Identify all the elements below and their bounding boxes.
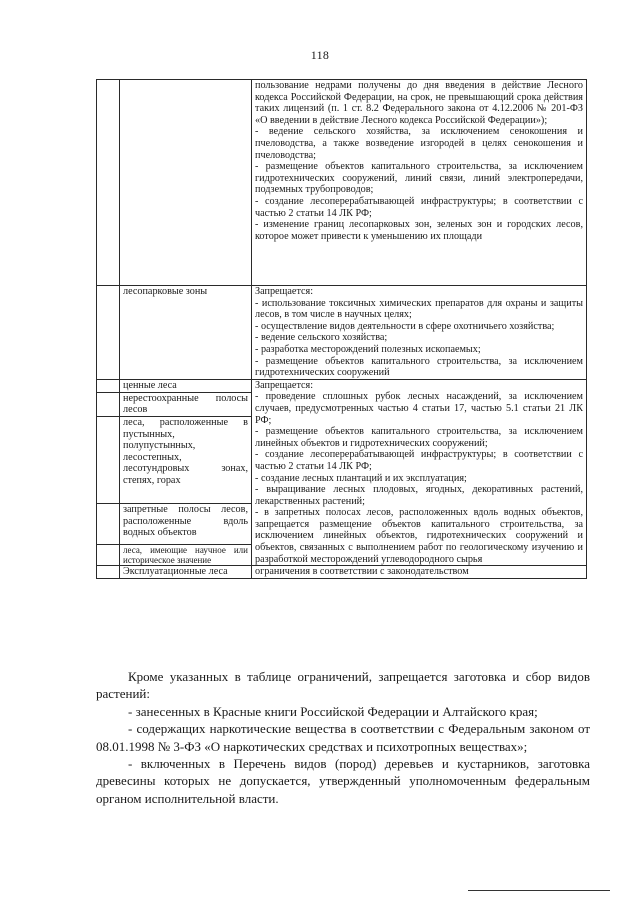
paragraph: - содержащих наркотические вещества в соответствии с Федеральным законом от 08.01.1998 № 3-ФЗ «О наркотических средствах и психотропных веществах»; [96, 721, 590, 754]
footer-rule [468, 890, 610, 891]
body-text [96, 668, 590, 807]
table-cell-zone: лесопарковые зоны [120, 286, 252, 380]
table-cell-subzone: леса, расположенные в пустынных, полупустынных, лесостепных, лесотундровых зонах, степях, горах [120, 416, 252, 503]
table-row [97, 286, 587, 380]
table-cell-empty [97, 392, 120, 416]
table-cell-subzone: леса, имеющие научное или историческое значение [120, 544, 252, 565]
page-number: 118 [310, 48, 330, 62]
table-cell-empty [97, 503, 120, 544]
table-cell-restrictions: пользование недрами получены до дня введения в действие Лесного кодекса Российской Федерации, на срок, не превышающий срока действия таких лицензий (п. 1 ст. 8.2 Федерального закона от 4.12.2006 № 201-ФЗ «О введении в действие Лесного кодекса Российской Федерации»); - ведение сельского хозяйства, за исключением сенокошения и пчеловодства, а также возведение изгородей в целях сенокошения и пчеловодства; - размещение объектов капитального строительства, за исключением гидротехнических сооружений, линий связи, линий электропередачи, подземных трубопроводов; - создание лесоперерабатывающей инфраструктуры; в соответствии с частью 2 статьи 14 ЛК РФ; - изменение границ лесопарковых зон, зеленых зон и городских лесов, которое может привести к уменьшению их площади [252, 80, 587, 286]
table-row [97, 566, 587, 579]
paragraph: Кроме указанных в таблице ограничений, запрещается заготовка и сбор видов растений: [96, 669, 590, 702]
table-row [97, 80, 587, 286]
table-cell-empty [97, 416, 120, 503]
table-cell-empty [97, 544, 120, 565]
table-cell-empty [97, 566, 120, 579]
table-cell-restrictions: Запрещается: - проведение сплошных рубок лесных насаждений, за исключением случаев, предусмотренных частью 4 статьи 17, частью 5.1 статьи 21 ЛК РФ; - размещение объектов капитального строительства, за исключением линейных объектов и гидротехнических сооружений; - создание лесоперерабатывающей инфраструктуры; в соответствии с частью 2 статьи 14 ЛК РФ; - создание лесных плантаций и их эксплуатация; - выращивание лесных плодовых, ягодных, декоративных растений, лекарственных растений; - в запретных полосах лесов, расположенных вдоль водных объектов, запрещается размещение объектов капитального строительства, за исключением линейных объектов, гидротехнических сооружений и объектов, связанных с выполнением работ по геологическому изучению и разработкой месторождений углеводородного сырья [252, 379, 587, 566]
table-cell-zone [120, 80, 252, 286]
table-cell-subzone: нерестоохранные полосы лесов [120, 392, 252, 416]
table-cell-zone: Эксплуатационные леса [120, 566, 252, 579]
table-cell-subzone: запретные полосы лесов, расположенные вдоль водных объектов [120, 503, 252, 544]
table-cell-empty [97, 379, 120, 392]
table-cell-restrictions: ограничения в соответствии с законодательством [252, 566, 587, 579]
paragraph: - включенных в Перечень видов (пород) деревьев и кустарников, заготовка древесины которых не допускается, утвержденный уполномоченным федеральным органом исполнительной власти. [96, 756, 590, 806]
restrictions-table [96, 79, 587, 579]
table-row [97, 379, 587, 392]
table-cell-empty [97, 286, 120, 380]
table-cell-empty [97, 80, 120, 286]
table-cell-zone: ценные леса [120, 379, 252, 392]
table-cell-restrictions: Запрещается: - использование токсичных химических препаратов для охраны и защиты лесов, в том числе в научных целях; - осуществление видов деятельности в сфере охотничьего хозяйства; - ведение сельского хозяйства; - разработка месторождений полезных ископаемых; - размещение объектов капитального строительства, за исключением гидротехнических сооружений [252, 286, 587, 380]
paragraph: - занесенных в Красные книги Российской Федерации и Алтайского края; [128, 703, 538, 719]
